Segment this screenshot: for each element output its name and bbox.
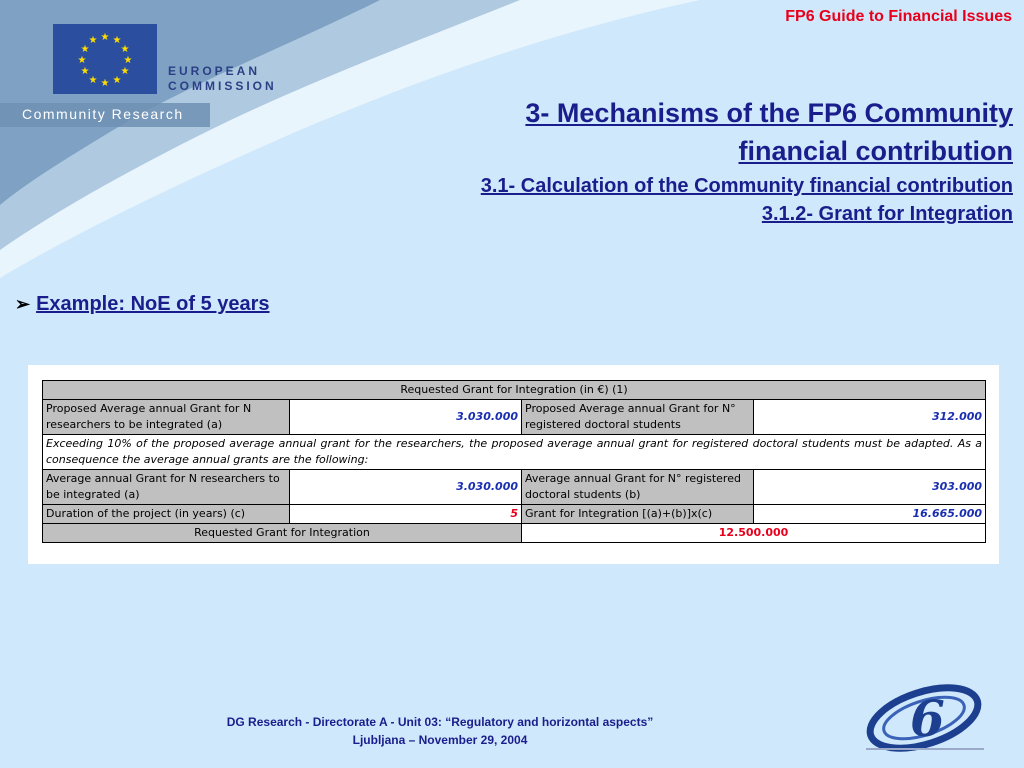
- table-header-row: [43, 381, 986, 400]
- example-heading: [15, 293, 270, 316]
- svg-text:★: ★: [80, 44, 90, 55]
- example-label: Example: NoE of 5 years: [36, 293, 270, 315]
- table-header: Requested Grant for Integration (in €) (1): [43, 381, 986, 400]
- footer-line1: DG Research - Directorate A - Unit 03: “Regulatory and horizontal aspects”: [226, 715, 654, 729]
- average-researchers-label: Average annual Grant for N researchers to be integrated (a): [43, 470, 290, 505]
- grant-formula-value: 16.665.000: [754, 505, 986, 524]
- footer-line2: Ljubljana – November 29, 2004: [352, 733, 528, 747]
- svg-text:★: ★: [88, 75, 98, 86]
- table-row: [43, 470, 986, 505]
- footer: [140, 713, 740, 749]
- table-row: [43, 400, 986, 435]
- main-title-line2: financial contribution: [738, 136, 1013, 166]
- svg-text:★: ★: [100, 32, 110, 43]
- svg-text:★: ★: [100, 78, 110, 89]
- main-title-line1: 3- Mechanisms of the FP6 Community: [525, 98, 1013, 128]
- grant-formula-label: Grant for Integration [(a)+(b)]x(c): [522, 505, 754, 524]
- svg-text:★: ★: [112, 75, 122, 86]
- subtitle-grant-integration: 3.1.2- Grant for Integration: [761, 203, 1013, 225]
- total-value: 12.500.000: [522, 524, 986, 543]
- svg-text:★: ★: [123, 55, 133, 66]
- svg-text:★: ★: [80, 66, 90, 77]
- svg-text:★: ★: [112, 35, 122, 46]
- adjustment-note: Exceeding 10% of the proposed average annual grant for the researchers, the proposed average annual grant for registered doctoral students must be adapted. As a consequence the average annual grants are the following:: [43, 435, 986, 470]
- subtitle-calculation: 3.1- Calculation of the Community financial contribution: [480, 175, 1013, 197]
- table-total-row: [43, 524, 986, 543]
- grant-table: [42, 380, 986, 543]
- table-row: [43, 505, 986, 524]
- community-research-label: Community Research: [22, 106, 184, 122]
- average-researchers-value: 3.030.000: [290, 470, 522, 505]
- title-block: [481, 94, 1013, 228]
- proposed-researchers-label: Proposed Average annual Grant for N researchers to be integrated (a): [43, 400, 290, 435]
- proposed-doctoral-label: Proposed Average annual Grant for N° registered doctoral students: [522, 400, 754, 435]
- arrow-bullet-icon: ➢: [15, 294, 31, 314]
- average-doctoral-label: Average annual Grant for N° registered doctoral students (b): [522, 470, 754, 505]
- svg-text:★: ★: [120, 66, 130, 77]
- eu-wordmark-line1: EUROPEAN: [168, 64, 261, 78]
- proposed-researchers-value: 3.030.000: [290, 400, 522, 435]
- eu-wordmark-line2: COMMISSION: [168, 79, 277, 93]
- proposed-doctoral-value: 312.000: [754, 400, 986, 435]
- svg-text:★: ★: [88, 35, 98, 46]
- svg-text:★: ★: [120, 44, 130, 55]
- eu-stars-icon: [53, 24, 157, 94]
- eu-flag-logo: [53, 24, 157, 94]
- duration-label: Duration of the project (in years) (c): [43, 505, 290, 524]
- table-row: [43, 435, 986, 470]
- svg-text:★: ★: [77, 55, 87, 66]
- duration-value: 5: [290, 505, 522, 524]
- guide-title: FP6 Guide to Financial Issues: [785, 8, 1012, 25]
- fp6-logo-icon: [866, 682, 984, 752]
- svg-text:6: 6: [910, 689, 945, 748]
- grant-table-panel: [28, 365, 999, 564]
- eu-wordmark: [168, 64, 277, 94]
- total-label: Requested Grant for Integration: [43, 524, 522, 543]
- average-doctoral-value: 303.000: [754, 470, 986, 505]
